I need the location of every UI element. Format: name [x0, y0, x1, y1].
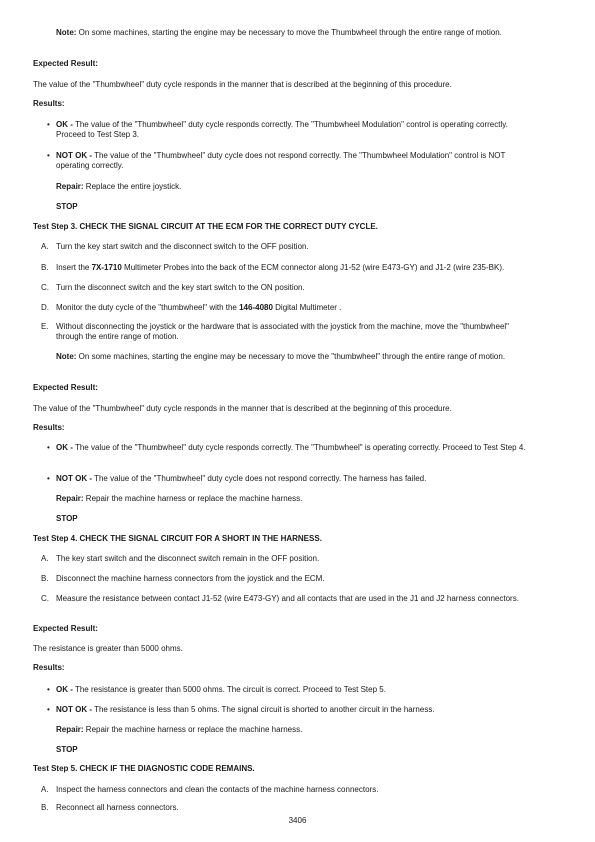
stop-label: STOP [56, 745, 78, 754]
bullet-icon: • [47, 120, 50, 129]
expected-result-text: The value of the "Thumbwheel" duty cycle responds in the manner that is described at the beginning of this procedure. [33, 404, 452, 413]
stop-label: STOP [56, 514, 78, 523]
result-ok: • OK - The resistance is greater than 5000 ohms. The circuit is correct. Proceed to Test Step 5. [47, 685, 386, 694]
expected-result-text: The resistance is greater than 5000 ohms. [33, 644, 183, 653]
expected-result-text: The value of the "Thumbwheel" duty cycle responds in the manner that is described at the beginning of this procedure. [33, 80, 452, 89]
bullet-icon: • [47, 474, 50, 483]
page-number: 3406 [288, 816, 307, 825]
result-not-ok: • NOT OK - The value of the "Thumbwheel" duty cycle does not respond correctly. The "Thumbwheel Modulation" control is NOT operating correctly. [47, 151, 506, 170]
step-item: A. The key start switch and the disconnect switch remain in the OFF position. [41, 554, 320, 563]
step-item: E. Without disconnecting the joystick or the hardware that is associated with the joystick from the machine, move the "thumbwheel" through the entire range of motion. [41, 322, 510, 341]
step-item: B. Insert the 7X-1710 Multimeter Probes into the back of the ECM connector along J1-52 (wire E473-GY) and J1-2 (wire 235-BK). [41, 263, 505, 272]
step-item: D. Monitor the duty cycle of the "thumbwheel" with the 146-4080 Digital Multimeter . [41, 303, 342, 312]
expected-result-heading: Expected Result: [33, 59, 98, 68]
step-item: C. Measure the resistance between contact J1-52 (wire E473-GY) and all contacts that are used in the J1 and J2 harness connectors. [41, 594, 519, 603]
bullet-icon: • [47, 705, 50, 714]
results-heading: Results: [33, 99, 65, 108]
bullet-icon: • [47, 151, 50, 160]
part-number: 7X-1710 [91, 263, 122, 272]
step-item: C. Turn the disconnect switch and the key start switch to the ON position. [41, 283, 305, 292]
results-heading: Results: [33, 663, 65, 672]
result-not-ok: • NOT OK - The resistance is less than 5 ohms. The signal circuit is shorted to another circuit in the harness. [47, 705, 435, 714]
step-item: A. Turn the key start switch and the disconnect switch to the OFF position. [41, 242, 309, 251]
test-step-3-heading: Test Step 3. CHECK THE SIGNAL CIRCUIT AT THE ECM FOR THE CORRECT DUTY CYCLE. [33, 222, 378, 231]
expected-result-heading: Expected Result: [33, 624, 98, 633]
part-number: 146-4080 [239, 303, 273, 312]
result-ok: • OK - The value of the "Thumbwheel" duty cycle responds correctly. The "Thumbwheel" is operating correctly. Proceed to Test Step 4. [47, 443, 526, 452]
result-ok: • OK - The value of the "Thumbwheel" duty cycle responds correctly. The "Thumbwheel Modulation" control is operating correctly. Proceed to Test Step 3. [47, 120, 508, 139]
step-item: A. Inspect the harness connectors and clean the contacts of the machine harness connectors. [41, 785, 379, 794]
repair-instruction: Repair: Repair the machine harness or replace the machine harness. [56, 725, 303, 734]
step-item: B. Disconnect the machine harness connectors from the joystick and the ECM. [41, 574, 325, 583]
expected-result-heading: Expected Result: [33, 383, 98, 392]
step-item: B. Reconnect all harness connectors. [41, 803, 179, 812]
bullet-icon: • [47, 685, 50, 694]
repair-instruction: Repair: Replace the entire joystick. [56, 182, 182, 191]
results-heading: Results: [33, 423, 65, 432]
test-step-4-heading: Test Step 4. CHECK THE SIGNAL CIRCUIT FOR A SHORT IN THE HARNESS. [33, 534, 322, 543]
note-thumbwheel-motion: Note: On some machines, starting the engine may be necessary to move the Thumbwheel through the entire range of motion. [56, 28, 502, 37]
note-thumbwheel: Note: On some machines, starting the engine may be necessary to move the "thumbwheel" through the entire range of motion. [56, 352, 506, 361]
test-step-5-heading: Test Step 5. CHECK IF THE DIAGNOSTIC CODE REMAINS. [33, 764, 255, 773]
stop-label: STOP [56, 202, 78, 211]
bullet-icon: • [47, 443, 50, 452]
repair-instruction: Repair: Repair the machine harness or replace the machine harness. [56, 494, 303, 503]
result-not-ok: • NOT OK - The value of the "Thumbwheel" duty cycle does not respond correctly. The harness has failed. [47, 474, 427, 483]
